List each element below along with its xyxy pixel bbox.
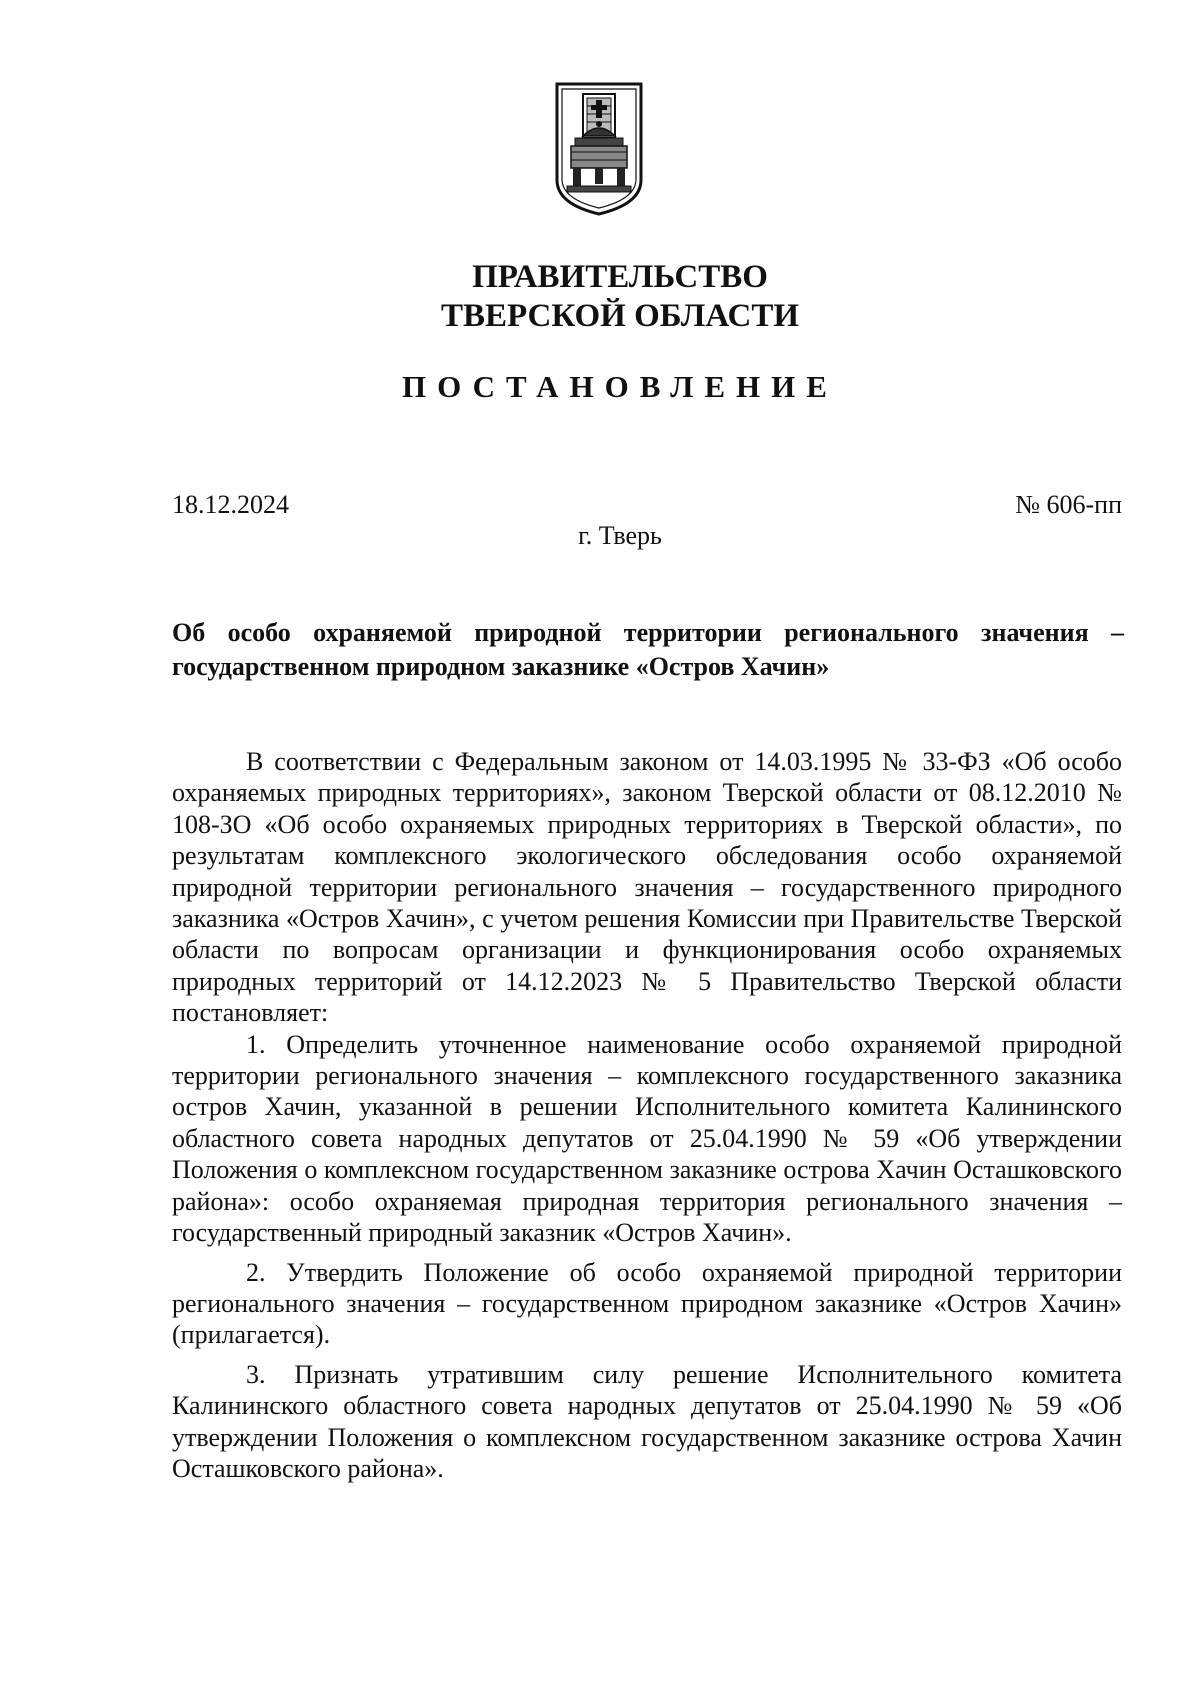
- paragraph-item-3: 3. Признать утратившим силу решение Исполнительного комитета Калининского областного совета народных депутатов от 25.04.1990 № 59 «Об утверждении Положения о комплексном государственном заказнике острова Хачин Осташковского района».: [172, 1359, 1122, 1483]
- document-title: Об особо охраняемой природной территории регионального значения – государственном природном заказнике «Остров Хачин»: [172, 618, 1124, 681]
- coat-of-arms-icon: [553, 80, 645, 218]
- document-body: [172, 746, 1122, 1484]
- document-city: г. Тверь: [578, 521, 662, 550]
- document-date: 18.12.2024: [172, 490, 289, 519]
- document-type: ПОСТАНОВЛЕНИЕ: [402, 369, 838, 404]
- organization-name-line1: ПРАВИТЕЛЬСТВО: [472, 259, 768, 295]
- organization-name-line2: ТВЕРСКОЙ ОБЛАСТИ: [440, 298, 800, 334]
- document-number: № 606-пп: [1015, 490, 1122, 519]
- paragraph-item-2: 2. Утвердить Положение об особо охраняемой природной территории регионального значения – государственном природном заказнике «Остров Хачин» (прилагается).: [172, 1257, 1122, 1350]
- paragraph-preamble: В соответствии с Федеральным законом от 14.03.1995 № 33-ФЗ «Об особо охраняемых природных территориях», законом Тверской области от 08.12.2010 № 108-ЗО «Об особо охраняемых природных территориях в Тверской области», по результатам комплексного экологического обследования особо охраняемой природной территории регионального значения – государственного природного заказника «Остров Хачин», с учетом решения Комиссии при Правительстве Тверской области по вопросам организации и функционирования особо охраняемых природных территорий от 14.12.2023 № 5 Правительство Тверской области постановляет:: [172, 747, 1122, 1028]
- paragraph-item-1: 1. Определить уточненное наименование особо охраняемой природной территории регионального значения – комплексного государственного заказника остров Хачин, указанной в решении Исполнительного комитета Калининского областного совета народных депутатов от 25.04.1990 № 59 «Об утверждении Положения о комплексном государственном заказнике острова Хачин Осташковского района»: особо охраняемая природная территория регионального значения – государственный природный заказник «Остров Хачин».: [172, 1029, 1122, 1248]
